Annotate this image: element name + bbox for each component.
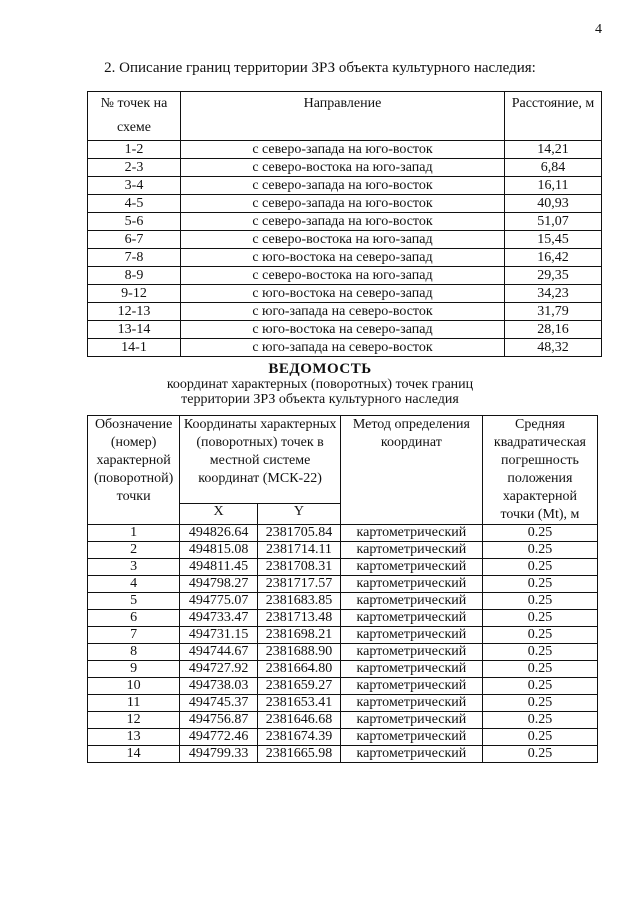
method-cell: картометрический [340, 678, 482, 695]
y-coordinate-cell: 2381714.11 [257, 542, 340, 559]
y-coordinate-cell: 2381688.90 [257, 644, 340, 661]
boundary-table-header [88, 92, 602, 141]
point-number-cell: 3 [88, 559, 180, 576]
table-row [88, 339, 602, 357]
table-row [88, 576, 598, 593]
method-cell: картометрический [340, 729, 482, 746]
distance-cell: 14,21 [505, 141, 602, 159]
table-row [88, 195, 602, 213]
x-coordinate-cell: 494738.03 [180, 678, 258, 695]
header-x: X [180, 504, 258, 525]
error-cell: 0.25 [482, 525, 597, 542]
direction-cell: с северо-востока на юго-запад [181, 267, 505, 285]
point-pair-cell: 9-12 [88, 285, 181, 303]
method-cell: картометрический [340, 559, 482, 576]
table-row [88, 627, 598, 644]
point-number-cell: 8 [88, 644, 180, 661]
table-row [88, 644, 598, 661]
point-number-cell: 14 [88, 746, 180, 763]
table-row [88, 159, 602, 177]
point-pair-cell: 1-2 [88, 141, 181, 159]
table-row [88, 213, 602, 231]
x-coordinate-cell: 494745.37 [180, 695, 258, 712]
table-row [88, 712, 598, 729]
y-coordinate-cell: 2381659.27 [257, 678, 340, 695]
point-pair-cell: 13-14 [88, 321, 181, 339]
header-direction: Направление [181, 92, 505, 141]
header-method: Метод определения координат [340, 416, 482, 525]
point-number-cell: 2 [88, 542, 180, 559]
point-number-cell: 10 [88, 678, 180, 695]
distance-cell: 28,16 [505, 321, 602, 339]
point-pair-cell: 8-9 [88, 267, 181, 285]
x-coordinate-cell: 494775.07 [180, 593, 258, 610]
table-row [88, 559, 598, 576]
table-row [88, 267, 602, 285]
table-row [88, 231, 602, 249]
point-number-cell: 12 [88, 712, 180, 729]
header-point-designation: Обозначение (номер) характерной (поворотной) точки [88, 416, 180, 525]
y-coordinate-cell: 2381664.80 [257, 661, 340, 678]
direction-cell: с северо-востока на юго-запад [181, 159, 505, 177]
direction-cell: с юго-востока на северо-запад [181, 321, 505, 339]
x-coordinate-cell: 494733.47 [180, 610, 258, 627]
y-coordinate-cell: 2381665.98 [257, 746, 340, 763]
header-point-numbers: № точек на схеме [88, 92, 181, 141]
distance-cell: 16,11 [505, 177, 602, 195]
error-cell: 0.25 [482, 593, 597, 610]
point-number-cell: 7 [88, 627, 180, 644]
error-cell: 0.25 [482, 729, 597, 746]
error-cell: 0.25 [482, 746, 597, 763]
table-row [88, 593, 598, 610]
table-row [88, 542, 598, 559]
error-cell: 0.25 [482, 627, 597, 644]
direction-cell: с северо-запада на юго-восток [181, 195, 505, 213]
method-cell: картометрический [340, 525, 482, 542]
distance-cell: 40,93 [505, 195, 602, 213]
error-cell: 0.25 [482, 576, 597, 593]
direction-cell: с северо-запада на юго-восток [181, 141, 505, 159]
point-number-cell: 11 [88, 695, 180, 712]
statement-subtitle-line1: координат характерных (поворотных) точек границ [166, 377, 474, 392]
statement-title: ВЕДОМОСТЬ [268, 361, 372, 377]
distance-cell: 48,32 [505, 339, 602, 357]
y-coordinate-cell: 2381674.39 [257, 729, 340, 746]
direction-cell: с северо-востока на юго-запад [181, 231, 505, 249]
x-coordinate-cell: 494744.67 [180, 644, 258, 661]
method-cell: картометрический [340, 610, 482, 627]
error-cell: 0.25 [482, 695, 597, 712]
direction-cell: с юго-запада на северо-восток [181, 303, 505, 321]
header-coordinates: Координаты характерных (поворотных) точек в местной системе координат (МСК-22) [180, 416, 341, 504]
point-pair-cell: 3-4 [88, 177, 181, 195]
error-cell: 0.25 [482, 559, 597, 576]
direction-cell: с юго-запада на северо-восток [181, 339, 505, 357]
distance-cell: 16,42 [505, 249, 602, 267]
point-number-cell: 5 [88, 593, 180, 610]
point-pair-cell: 5-6 [88, 213, 181, 231]
statement-subtitle-line2: территории ЗРЗ объекта культурного наследия [181, 392, 459, 407]
x-coordinate-cell: 494815.08 [180, 542, 258, 559]
table-row [88, 661, 598, 678]
point-number-cell: 1 [88, 525, 180, 542]
direction-cell: с северо-запада на юго-восток [181, 177, 505, 195]
y-coordinate-cell: 2381698.21 [257, 627, 340, 644]
coordinates-table [87, 415, 598, 763]
table-row [88, 249, 602, 267]
y-coordinate-cell: 2381708.31 [257, 559, 340, 576]
y-coordinate-cell: 2381705.84 [257, 525, 340, 542]
table-row [88, 321, 602, 339]
table-row [88, 141, 602, 159]
y-coordinate-cell: 2381717.57 [257, 576, 340, 593]
y-coordinate-cell: 2381646.68 [257, 712, 340, 729]
section-title: 2. Описание границ территории ЗРЗ объекта культурного наследия: [104, 60, 536, 76]
point-pair-cell: 2-3 [88, 159, 181, 177]
error-cell: 0.25 [482, 542, 597, 559]
header-error: Средняя квадратическая погрешность положения характерной точки (Mt), м [482, 416, 597, 525]
distance-cell: 51,07 [505, 213, 602, 231]
header-y: Y [257, 504, 340, 525]
distance-cell: 15,45 [505, 231, 602, 249]
point-pair-cell: 4-5 [88, 195, 181, 213]
x-coordinate-cell: 494727.92 [180, 661, 258, 678]
table-row [88, 695, 598, 712]
error-cell: 0.25 [482, 644, 597, 661]
error-cell: 0.25 [482, 678, 597, 695]
method-cell: картометрический [340, 576, 482, 593]
x-coordinate-cell: 494798.27 [180, 576, 258, 593]
direction-cell: с юго-востока на северо-запад [181, 285, 505, 303]
table-row [88, 746, 598, 763]
table-row [88, 610, 598, 627]
header-distance: Расстояние, м [505, 92, 602, 141]
error-cell: 0.25 [482, 712, 597, 729]
y-coordinate-cell: 2381683.85 [257, 593, 340, 610]
distance-cell: 6,84 [505, 159, 602, 177]
x-coordinate-cell: 494826.64 [180, 525, 258, 542]
table-row [88, 525, 598, 542]
method-cell: картометрический [340, 627, 482, 644]
direction-cell: с северо-запада на юго-восток [181, 213, 505, 231]
x-coordinate-cell: 494772.46 [180, 729, 258, 746]
error-cell: 0.25 [482, 661, 597, 678]
point-pair-cell: 7-8 [88, 249, 181, 267]
method-cell: картометрический [340, 644, 482, 661]
point-pair-cell: 12-13 [88, 303, 181, 321]
coordinates-table-header [88, 416, 598, 504]
method-cell: картометрический [340, 712, 482, 729]
direction-cell: с юго-востока на северо-запад [181, 249, 505, 267]
distance-cell: 31,79 [505, 303, 602, 321]
x-coordinate-cell: 494811.45 [180, 559, 258, 576]
x-coordinate-cell: 494799.33 [180, 746, 258, 763]
point-number-cell: 13 [88, 729, 180, 746]
point-pair-cell: 14-1 [88, 339, 181, 357]
distance-cell: 34,23 [505, 285, 602, 303]
method-cell: картометрический [340, 593, 482, 610]
page-number: 4 [595, 22, 602, 37]
point-number-cell: 9 [88, 661, 180, 678]
x-coordinate-cell: 494756.87 [180, 712, 258, 729]
point-pair-cell: 6-7 [88, 231, 181, 249]
statement-heading [0, 362, 640, 407]
method-cell: картометрический [340, 542, 482, 559]
point-number-cell: 6 [88, 610, 180, 627]
boundary-table [87, 91, 602, 357]
distance-cell: 29,35 [505, 267, 602, 285]
table-row [88, 729, 598, 746]
method-cell: картометрический [340, 661, 482, 678]
error-cell: 0.25 [482, 610, 597, 627]
table-row [88, 285, 602, 303]
y-coordinate-cell: 2381653.41 [257, 695, 340, 712]
table-row [88, 177, 602, 195]
method-cell: картометрический [340, 746, 482, 763]
method-cell: картометрический [340, 695, 482, 712]
table-row [88, 678, 598, 695]
y-coordinate-cell: 2381713.48 [257, 610, 340, 627]
point-number-cell: 4 [88, 576, 180, 593]
x-coordinate-cell: 494731.15 [180, 627, 258, 644]
table-row [88, 303, 602, 321]
